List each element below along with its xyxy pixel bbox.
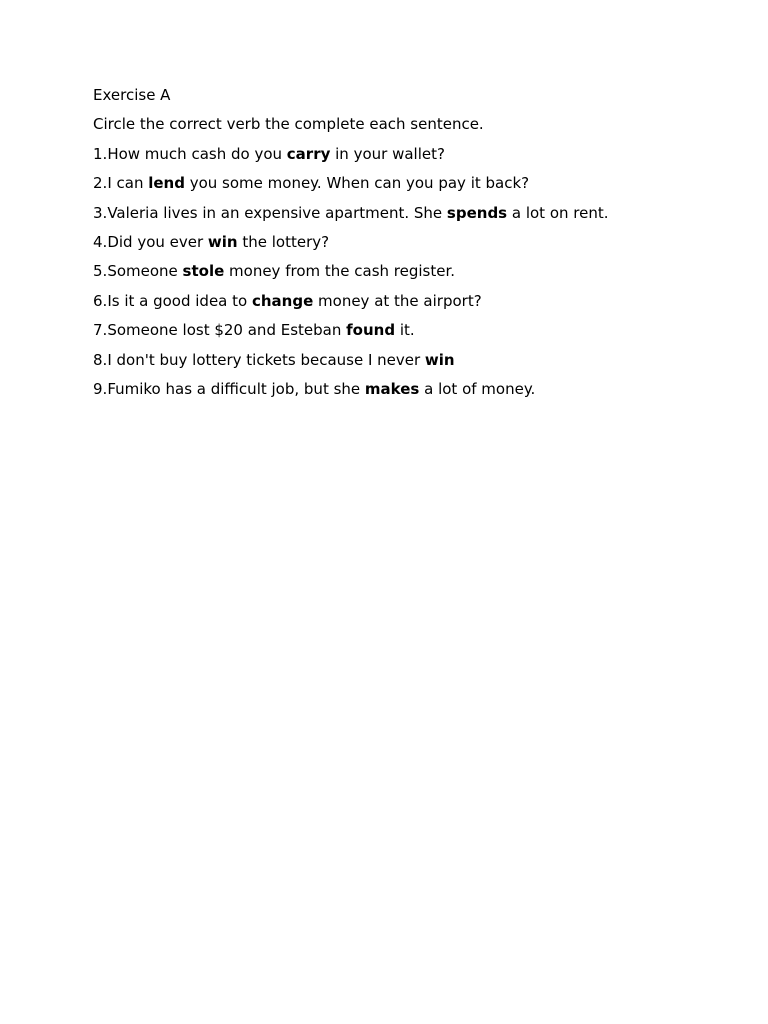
sentence-text-before: Valeria lives in an expensive apartment. She <box>107 203 447 222</box>
sentence-text-after: it. <box>395 321 415 340</box>
sentence-verb: makes <box>364 379 420 398</box>
sentence-text-after: money from the cash register. <box>224 262 456 281</box>
sentence-number: 2. <box>93 174 108 193</box>
sentence-number: 1. <box>93 144 108 163</box>
sentence-number: 8. <box>93 350 108 369</box>
sentence-text-after: a lot on rent. <box>507 203 609 222</box>
sentence-number: 5. <box>93 262 108 281</box>
sentence-verb: carry <box>286 144 331 163</box>
sentence-number: 7. <box>93 321 108 340</box>
sentence-text-after: you some money. When can you pay it back? <box>184 174 530 193</box>
sentence-text-before: Is it a good idea to <box>107 291 252 310</box>
sentence-text-before: How much cash do you <box>107 144 287 163</box>
sentence-text-before: Someone <box>107 262 183 281</box>
exercise-instructions: Circle the correct verb the complete each sentence. <box>93 115 484 134</box>
sentence-9 <box>93 380 733 399</box>
sentence-4 <box>93 233 733 252</box>
sentence-verb: stole <box>182 262 225 281</box>
sentence-text-before: Did you ever <box>107 232 208 251</box>
document-page <box>93 86 733 409</box>
sentence-verb: found <box>346 321 396 340</box>
sentence-text-after: a lot of money. <box>419 379 536 398</box>
sentence-verb: lend <box>148 174 185 193</box>
sentence-text-after: money at the airport? <box>313 291 482 310</box>
sentence-3 <box>93 204 733 223</box>
sentence-number: 4. <box>93 232 108 251</box>
sentence-number: 3. <box>93 203 108 222</box>
sentence-text-after: in your wallet? <box>330 144 445 163</box>
sentence-verb: win <box>424 350 455 369</box>
sentence-text-after: the lottery? <box>237 232 330 251</box>
sentence-7 <box>93 321 733 340</box>
sentence-1 <box>93 145 733 164</box>
sentence-6 <box>93 292 733 311</box>
sentence-verb: win <box>207 232 238 251</box>
sentence-verb: spends <box>446 203 508 222</box>
sentence-text-before: I don't buy lottery tickets because I never <box>107 350 425 369</box>
sentence-8 <box>93 351 733 370</box>
exercise-title: Exercise A <box>93 86 171 104</box>
sentence-5 <box>93 262 733 281</box>
sentence-text-before: I can <box>107 174 149 193</box>
sentence-text-before: Fumiko has a difficult job, but she <box>107 379 365 398</box>
sentence-number: 9. <box>93 379 108 398</box>
sentence-text-before: Someone lost $20 and Esteban <box>107 321 347 340</box>
sentence-verb: change <box>251 291 314 310</box>
sentence-number: 6. <box>93 291 108 310</box>
sentence-2 <box>93 174 733 193</box>
